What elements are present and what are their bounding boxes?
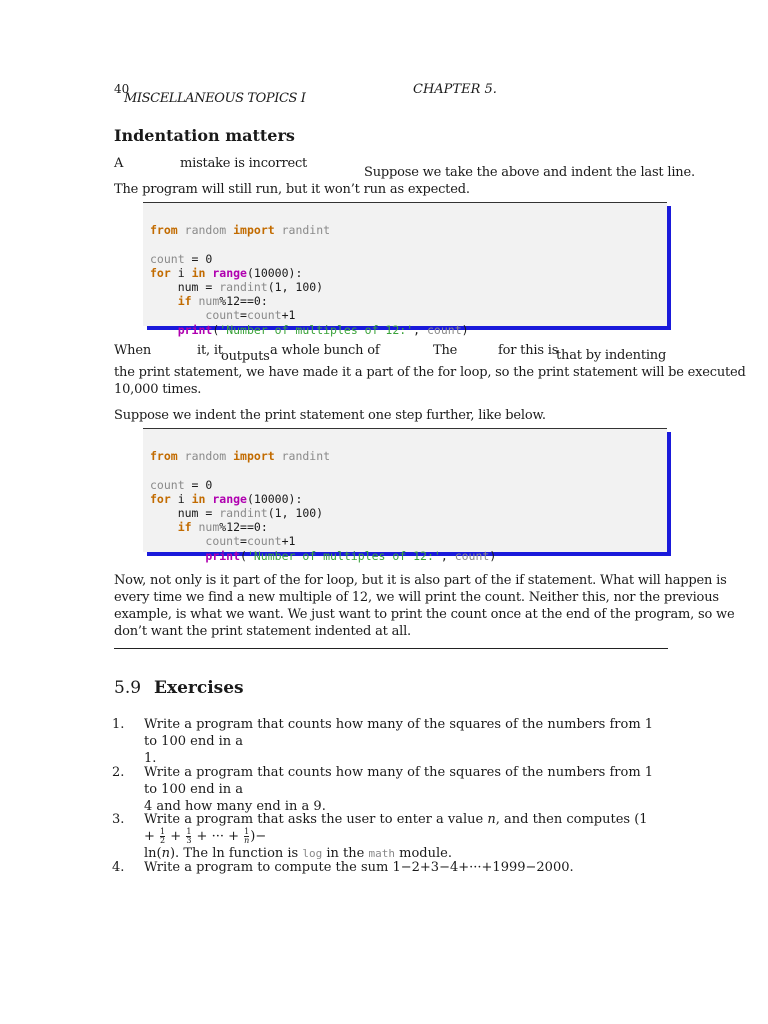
code-line: print('Number of multiples of 12:', count) bbox=[205, 548, 497, 563]
exercise-line: Write a program that counts how many of the squares of the numbers from 1 to 100 end in a bbox=[144, 765, 654, 797]
code-block-2 bbox=[143, 428, 667, 563]
code-block-1 bbox=[143, 202, 667, 337]
para4-line2: every time we find a new multiple of 12, we will print the count. Neither this, nor the previous bbox=[114, 590, 719, 605]
para4-line3: example, is what we want. We just want to print the count once at the end of the program, so we bbox=[114, 607, 735, 622]
exercise-item bbox=[112, 764, 660, 815]
para2-b: it, it bbox=[197, 343, 223, 358]
exercise-line: Write a program that asks the user to enter a value n, and then computes (1 + $\frac{1}{2}$ + $\frac{1}{3}$ + ··· + $\frac{1}{n}$ )− bbox=[144, 812, 648, 845]
exercise-number: 2. bbox=[112, 765, 125, 780]
exercise-line: ln(n). The ln function is log in the math module. bbox=[144, 846, 452, 861]
exercise-line: 1. bbox=[144, 751, 157, 766]
fraction-third: $\frac{1}{3}$ bbox=[186, 827, 192, 845]
code-line: from random import randint bbox=[150, 449, 331, 464]
exercise-number: 1. bbox=[112, 717, 125, 732]
running-title: MISCELLANEOUS TOPICS I bbox=[124, 91, 306, 106]
exercise-line: Write a program to compute the sum 1−2+3−4+···+1999−2000. bbox=[144, 860, 574, 875]
para4-line1: Now, not only is it part of the for loop, but it is also part of the if statement. What will happen is bbox=[114, 573, 727, 588]
para2-line2: the print statement, we have made it a part of the for loop, so the print statement will be executed bbox=[114, 365, 746, 380]
code-line: num = randint(1, 100) bbox=[150, 505, 324, 520]
para2-a: When bbox=[114, 343, 152, 358]
exercises-title: Exercises bbox=[154, 678, 244, 698]
code-line: for i in range(10000): bbox=[150, 491, 303, 506]
intro-c: Suppose we take the above and indent the last line. bbox=[364, 165, 695, 180]
page-number: 40 bbox=[114, 82, 130, 96]
intro-d: The program will still run, but it won’t run as expected. bbox=[114, 182, 470, 197]
code-line: for i in range(10000): bbox=[150, 265, 303, 280]
exercise-number: 3. bbox=[112, 812, 125, 827]
para2-c: outputs bbox=[221, 349, 270, 364]
para2-d: a whole bunch of bbox=[270, 343, 380, 358]
exercise-number: 4. bbox=[112, 860, 125, 875]
code-line: if num%12==0: bbox=[177, 294, 268, 309]
code-line: print('Number of multiples of 12:', count) bbox=[177, 322, 469, 337]
para3: Suppose we indent the print statement one step further, like below. bbox=[114, 408, 546, 423]
chapter-label: CHAPTER 5. bbox=[413, 82, 497, 97]
para2-g: that by indenting bbox=[556, 348, 667, 363]
code-line: if num%12==0: bbox=[177, 520, 268, 535]
exercises-number: 5.9 bbox=[114, 678, 142, 698]
exercise-line: Write a program that counts how many of the squares of the numbers from 1 to 100 end in a bbox=[144, 717, 654, 749]
code-line: count=count+1 bbox=[205, 308, 296, 323]
code-line bbox=[150, 463, 667, 477]
code-line: from random import randint bbox=[150, 223, 331, 238]
code-line bbox=[150, 237, 667, 251]
code-line: count=count+1 bbox=[205, 534, 296, 549]
exercise-item bbox=[112, 811, 660, 862]
para2-e: The bbox=[433, 343, 458, 358]
code-line: count = 0 bbox=[150, 251, 213, 266]
exercise-item bbox=[112, 716, 660, 767]
exercises-heading bbox=[114, 678, 244, 698]
fraction-1-over-n: $\frac{1}{n}$ bbox=[244, 827, 250, 845]
para2-line3: 10,000 times. bbox=[114, 382, 202, 397]
intro-a: A bbox=[114, 156, 124, 171]
fraction-half: $\frac{1}{2}$ bbox=[160, 827, 166, 845]
exercise-item bbox=[112, 859, 660, 876]
code-line: num = randint(1, 100) bbox=[150, 279, 324, 294]
section-divider bbox=[114, 648, 668, 649]
exercise-line: 4 and how many end in a 9. bbox=[144, 799, 326, 814]
para2-f: for this is bbox=[498, 343, 559, 358]
para4-line4: don’t want the print statement indented at all. bbox=[114, 624, 411, 639]
intro-b: mistake is incorrect bbox=[180, 156, 308, 171]
section-title: Indentation matters bbox=[114, 126, 295, 145]
code-line: count = 0 bbox=[150, 477, 213, 492]
